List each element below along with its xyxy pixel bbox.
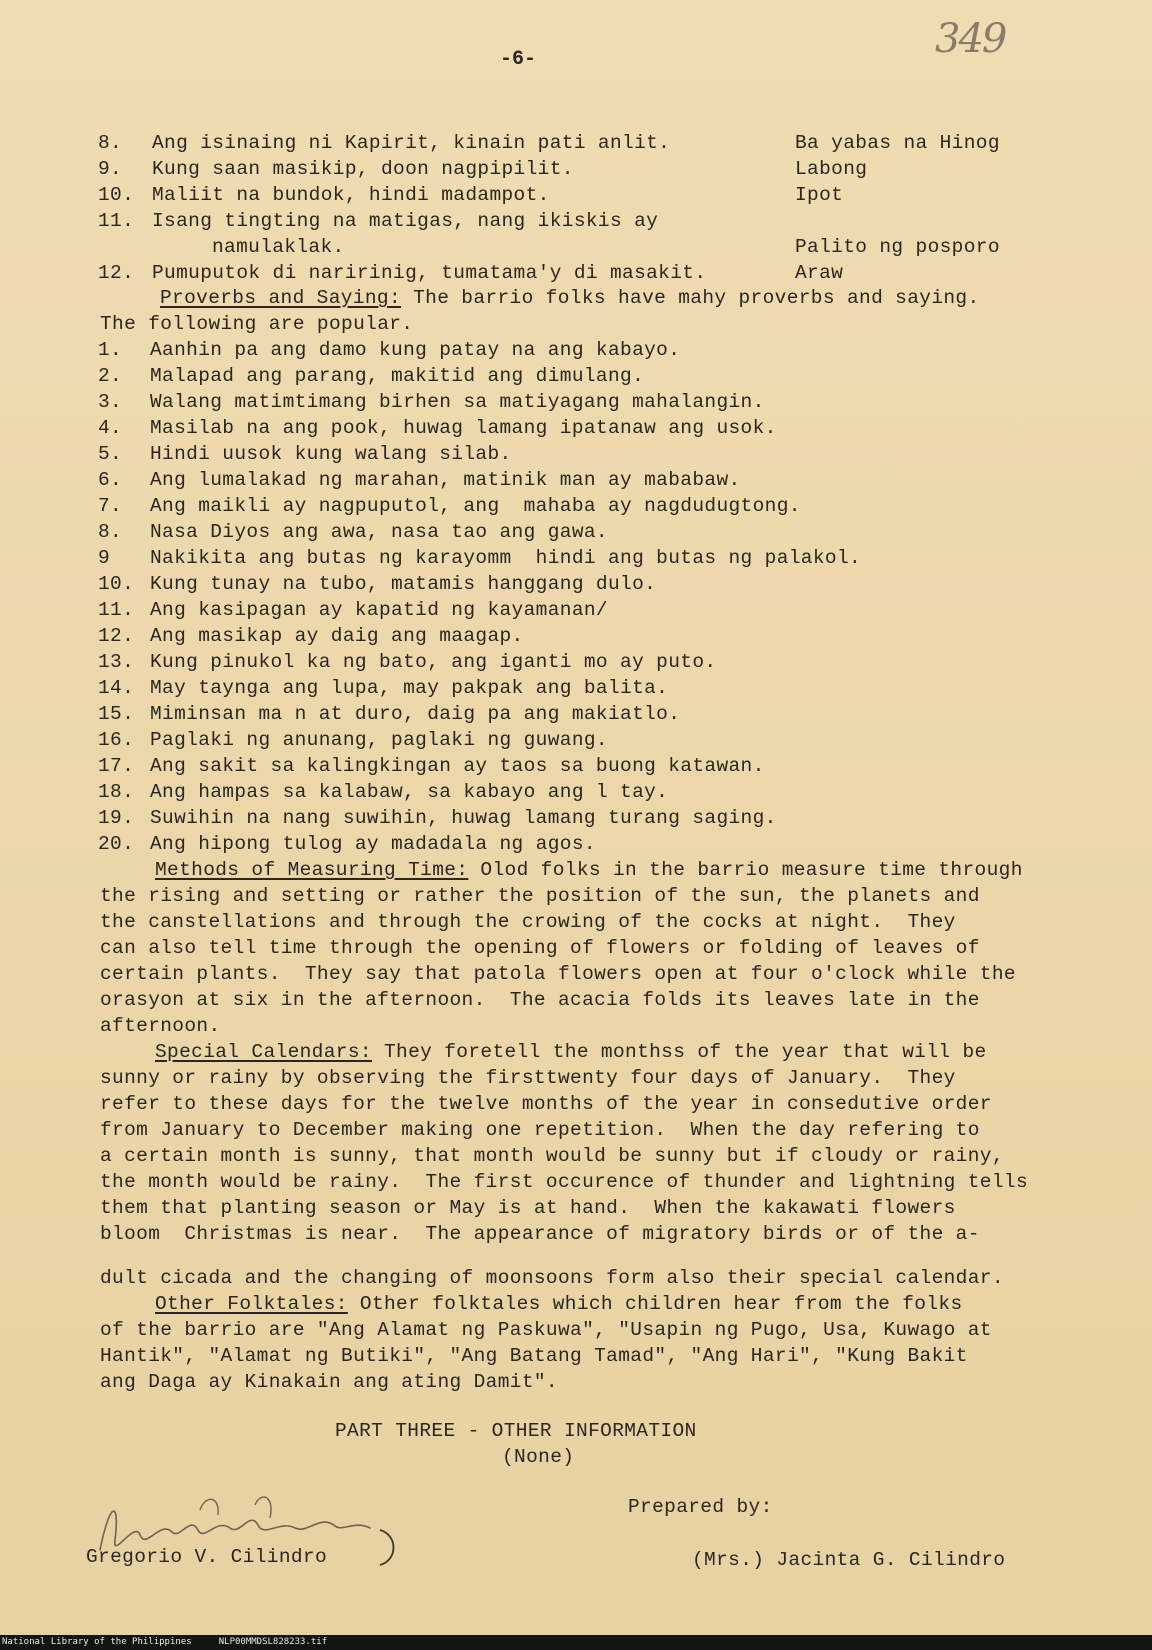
riddle-text: Isang tingting na matigas, nang ikiskis ay <box>152 210 659 232</box>
proverb-text: Hindi uusok kung walang silab. <box>150 443 512 465</box>
proverb-number: 7. <box>98 495 123 517</box>
calendars-line: from January to December making one repetition. When the day refering to <box>100 1119 980 1141</box>
proverb-text: Kung tunay na tubo, matamis hanggang dulo. <box>150 573 657 595</box>
proverb-text: Nakikita ang butas ng karayomm hindi ang butas ng palakol. <box>150 547 862 569</box>
proverb-text: Aanhin pa ang damo kung patay na ang kabayo. <box>150 339 681 361</box>
part-three-note: (None) <box>502 1446 575 1468</box>
proverb-number: 9 <box>98 547 111 569</box>
methods-heading: Methods of Measuring Time: <box>155 859 469 881</box>
methods-line: certain plants. They say that patola flowers open at four o'clock while the <box>100 963 1016 985</box>
proverb-text: Ang hipong tulog ay madadala ng agos. <box>150 833 596 855</box>
riddle-number: 9. <box>98 158 123 180</box>
proverb-text: Walang matimtimang birhen sa matiyagang mahalangin. <box>150 391 765 413</box>
proverb-text: Malapad ang parang, makitid ang dimulang. <box>150 365 645 387</box>
riddle-text: Kung saan masikip, doon nagpipilit. <box>152 158 574 180</box>
signatory-left: Gregorio V. Cilindro <box>86 1546 328 1568</box>
signatory-right: (Mrs.) Jacinta G. Cilindro <box>692 1549 1006 1571</box>
proverb-text: Nasa Diyos ang awa, nasa tao ang gawa. <box>150 521 608 543</box>
proverb-number: 11. <box>98 599 135 621</box>
proverbs-heading: Proverbs and Saying: <box>160 287 402 309</box>
calendars-line: them that planting season or May is at hand. When the kakawati flowers <box>100 1197 956 1219</box>
proverb-text: Kung pinukol ka ng bato, ang iganti mo ay puto. <box>150 651 717 673</box>
footer-source: National Library of the Philippines NLP00MMDSL828233.tif <box>2 1637 328 1647</box>
proverbs-intro: The barrio folks have mahy proverbs and saying. <box>401 287 980 309</box>
proverb-number: 12. <box>98 625 135 647</box>
proverbs-paragraph-line1 <box>160 285 980 311</box>
calendars-line-text: They foretell the monthss of the year that will be <box>371 1041 987 1063</box>
proverb-text: Paglaki ng anunang, paglaki ng guwang. <box>150 729 608 751</box>
calendars-line: sunny or rainy by observing the firsttwenty four days of January. They <box>100 1067 956 1089</box>
folktales-line: Hantik", "Alamat ng Butiki", "Ang Batang Tamad", "Ang Hari", "Kung Bakit <box>100 1345 968 1367</box>
calendars-line: the month would be rainy. The first occurence of thunder and lightning tells <box>100 1171 1028 1193</box>
riddle-answer: Ba yabas na Hinog <box>795 132 1000 154</box>
handwritten-page-number: 349 <box>935 16 1006 62</box>
proverb-text: Ang lumalakad ng marahan, matinik man ay mababaw. <box>150 469 741 491</box>
methods-line <box>155 857 1023 883</box>
proverb-number: 16. <box>98 729 135 751</box>
riddle-answer: Palito ng posporo <box>795 236 1000 258</box>
folktales-line: of the barrio are "Ang Alamat ng Paskuwa", "Usapin ng Pugo, Usa, Kuwago at <box>100 1319 992 1341</box>
riddle-text: namulaklak. <box>212 236 345 258</box>
folktales-heading: Other Folktales: <box>155 1293 348 1315</box>
methods-line: the canstellations and through the crowing of the cocks at night. They <box>100 911 956 933</box>
riddle-text: Ang isinaing ni Kapirit, kinain pati anlit. <box>152 132 671 154</box>
calendars-line: a certain month is sunny, that month would be sunny but if cloudy or rainy, <box>100 1145 1004 1167</box>
proverb-text: Ang sakit sa kalingkingan ay taos sa buong katawan. <box>150 755 765 777</box>
proverb-number: 2. <box>98 365 123 387</box>
methods-line: the rising and setting or rather the position of the sun, the planets and <box>100 885 980 907</box>
proverb-number: 1. <box>98 339 123 361</box>
riddle-number: 11. <box>98 210 135 232</box>
methods-line: afternoon. <box>100 1015 221 1037</box>
proverb-number: 8. <box>98 521 123 543</box>
proverbs-intro-line2: The following are popular. <box>100 313 414 335</box>
riddle-text: Maliit na bundok, hindi madampot. <box>152 184 550 206</box>
proverb-number: 15. <box>98 703 135 725</box>
prepared-by-label: Prepared by: <box>628 1496 773 1518</box>
proverb-number: 13. <box>98 651 135 673</box>
proverb-text: Ang kasipagan ay kapatid ng kayamanan/ <box>150 599 608 621</box>
page-number: -6- <box>500 48 537 71</box>
riddle-answer: Araw <box>795 262 844 284</box>
proverb-number: 3. <box>98 391 123 413</box>
proverb-text: Ang hampas sa kalabaw, sa kabayo ang l tay. <box>150 781 669 803</box>
riddle-text: Pumuputok di naririnig, tumatama'y di masakit. <box>152 262 707 284</box>
calendars-heading: Special Calendars: <box>155 1041 372 1063</box>
proverb-text: Ang masikap ay daig ang maagap. <box>150 625 524 647</box>
proverb-number: 14. <box>98 677 135 699</box>
riddle-number: 10. <box>98 184 135 206</box>
proverb-text: Miminsan ma n at duro, daig pa ang makiatlo. <box>150 703 681 725</box>
folktales-line: ang Daga ay Kinakain ang ating Damit". <box>100 1371 558 1393</box>
methods-line-text: Olod folks in the barrio measure time through <box>468 859 1023 881</box>
calendars-line: dult cicada and the changing of moonsoons form also their special calendar. <box>100 1267 1004 1289</box>
proverb-number: 19. <box>98 807 135 829</box>
folktales-line <box>155 1291 963 1317</box>
proverb-number: 18. <box>98 781 135 803</box>
part-three-title: PART THREE - OTHER INFORMATION <box>335 1420 697 1442</box>
proverb-text: May taynga ang lupa, may pakpak ang balita. <box>150 677 669 699</box>
methods-line: can also tell time through the opening of flowers or folding of leaves of <box>100 937 980 959</box>
proverb-text: Suwihin na nang suwihin, huwag lamang turang saging. <box>150 807 777 829</box>
riddle-answer: Ipot <box>795 184 844 206</box>
calendars-line: bloom Christmas is near. The appearance of migratory birds or of the a- <box>100 1223 980 1245</box>
methods-line: orasyon at six in the afternoon. The acacia folds its leaves late in the <box>100 989 980 1011</box>
proverb-number: 10. <box>98 573 135 595</box>
calendars-line: refer to these days for the twelve months of the year in consedutive order <box>100 1093 992 1115</box>
proverb-number: 6. <box>98 469 123 491</box>
riddle-answer: Labong <box>795 158 868 180</box>
proverb-text: Ang maikli ay nagpuputol, ang mahaba ay nagdudugtong. <box>150 495 801 517</box>
proverb-text: Masilab na ang pook, huwag lamang ipatanaw ang usok. <box>150 417 777 439</box>
riddle-number: 12. <box>98 262 135 284</box>
riddle-number: 8. <box>98 132 123 154</box>
folktales-line-text: Other folktales which children hear from the folks <box>347 1293 963 1315</box>
proverb-number: 5. <box>98 443 123 465</box>
proverb-number: 4. <box>98 417 123 439</box>
calendars-line <box>155 1039 987 1065</box>
proverb-number: 20. <box>98 833 135 855</box>
proverb-number: 17. <box>98 755 135 777</box>
